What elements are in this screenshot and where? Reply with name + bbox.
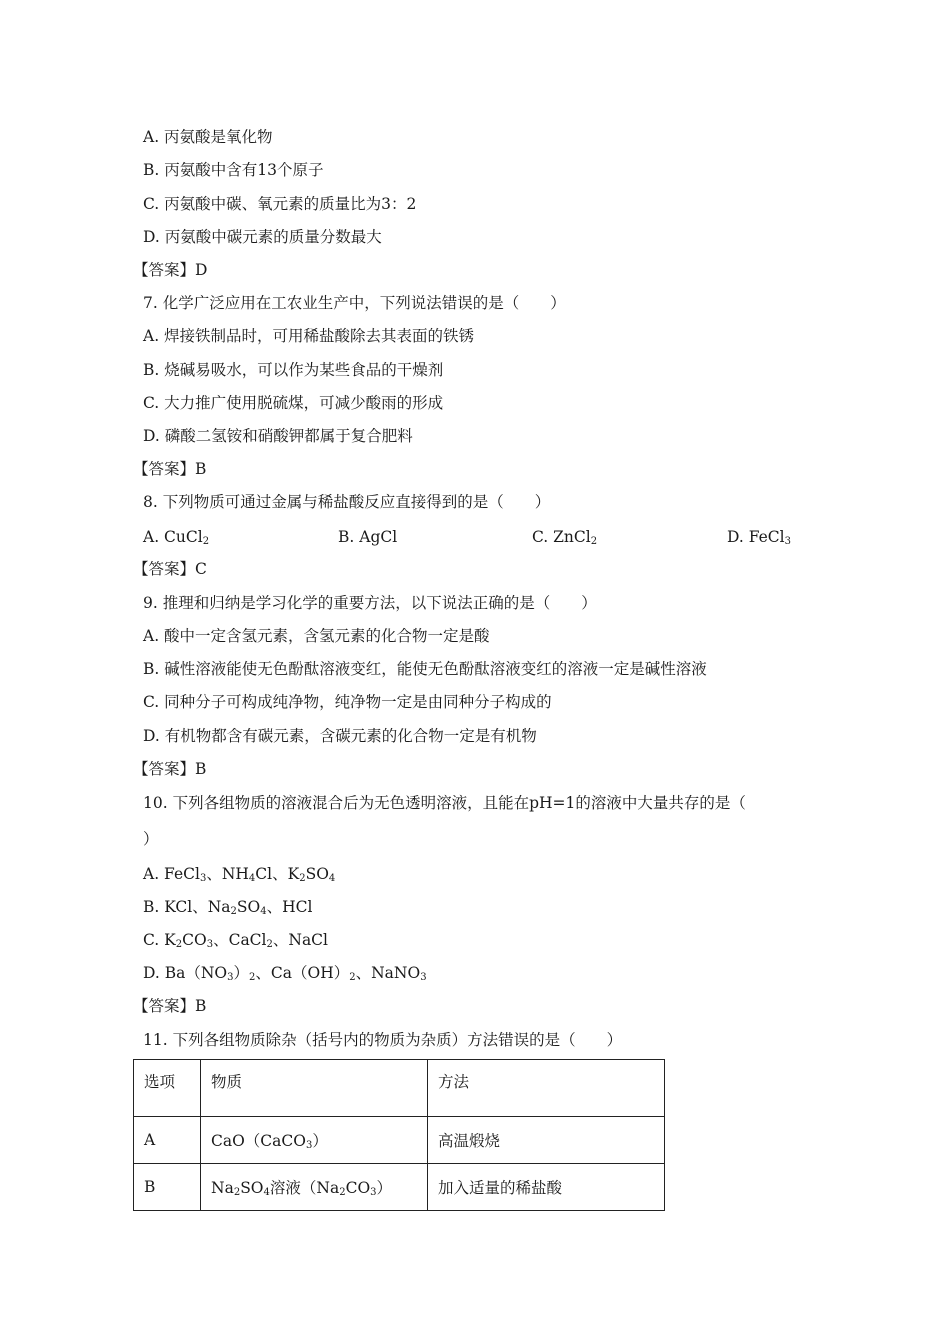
q10-option-b: B. KCl、$Na_2SO_4$、HCl — [143, 898, 313, 917]
q6-option-c: C. 丙氨酸中碳、氧元素的质量比为3：2 — [143, 195, 417, 213]
table-cell-substance: $Na_2SO_4$溶液$(Na_2CO_3)$ — [201, 1164, 428, 1211]
q9-option-a: A. 酸中一定含氢元素，含氢元素的化合物一定是酸 — [143, 627, 490, 645]
table-cell-method: 加入适量的稀盐酸 — [428, 1164, 665, 1211]
table-cell-method: 高温煅烧 — [428, 1117, 665, 1164]
q10-option-d: D. $Ba(NO_3)_2$、$Ca(OH)_2$、NaNO$_3$ — [143, 964, 427, 983]
q8-answer: 【答案】C — [133, 560, 207, 578]
q7-option-d: D. 磷酸二氢铵和硝酸钾都属于复合肥料 — [143, 427, 413, 445]
q9-stem: 9. 推理和归纳是学习化学的重要方法，以下说法正确的是（ ） — [143, 594, 597, 612]
q9-answer: 【答案】B — [133, 760, 207, 778]
q6-answer: 【答案】D — [133, 261, 208, 279]
q6-option-a: A. 丙氨酸是氧化物 — [143, 128, 273, 146]
q10-answer: 【答案】B — [133, 997, 207, 1015]
table-header-cell: 选项 — [134, 1060, 201, 1117]
q7-option-b: B. 烧碱易吸水，可以作为某些食品的干燥剂 — [143, 361, 444, 379]
table-row — [134, 1117, 665, 1164]
q9-option-c: C. 同种分子可构成纯净物，纯净物一定是由同种分子构成的 — [143, 693, 552, 711]
table-header-row — [134, 1060, 665, 1117]
q8-option-d: D. FeCl$_3$ — [727, 528, 792, 547]
q10-option-c: C. $K_2CO_3$、CaCl$_2$、NaCl — [143, 931, 328, 950]
table-cell-option: A — [134, 1117, 201, 1164]
q7-stem: 7. 化学广泛应用在工农业生产中，下列说法错误的是（ ） — [143, 294, 566, 312]
q8-option-c: C. ZnCl$_2$ — [532, 528, 598, 547]
table-header-cell: 方法 — [428, 1060, 665, 1117]
table-header-cell: 物质 — [201, 1060, 428, 1117]
q10-option-a: A. FeCl$_3$、$NH_4Cl$、$K_2SO_4$ — [143, 865, 336, 884]
q11-table — [133, 1059, 665, 1211]
table-row — [134, 1164, 665, 1211]
q11-stem: 11. 下列各组物质除杂（括号内的物质为杂质）方法错误的是（ ） — [143, 1031, 623, 1049]
q9-option-d: D. 有机物都含有碳元素，含碳元素的化合物一定是有机物 — [143, 727, 537, 745]
q10-stem-line2: ） — [143, 830, 159, 848]
q6-option-d: D. 丙氨酸中碳元素的质量分数最大 — [143, 228, 382, 246]
table-cell-option: B — [134, 1164, 201, 1211]
q8-stem: 8. 下列物质可通过金属与稀盐酸反应直接得到的是（ ） — [143, 493, 551, 511]
q7-option-c: C. 大力推广使用脱硫煤，可减少酸雨的形成 — [143, 394, 444, 412]
q7-answer: 【答案】B — [133, 460, 207, 478]
q7-option-a: A. 焊接铁制品时，可用稀盐酸除去其表面的铁锈 — [143, 327, 475, 345]
q9-option-b: B. 碱性溶液能使无色酚酞溶液变红，能使无色酚酞溶液变红的溶液一定是碱性溶液 — [143, 660, 707, 678]
q10-stem-line1: 10. 下列各组物质的溶液混合后为无色透明溶液，且能在pH=1的溶液中大量共存的是（ — [143, 794, 746, 812]
table-cell-substance: CaO（CaCO$_3$） — [201, 1117, 428, 1164]
q8-option-a: A. CuCl$_2$ — [143, 528, 210, 547]
q6-option-b: B. 丙氨酸中含有13个原子 — [143, 161, 324, 179]
q8-option-b: B. AgCl — [338, 528, 398, 546]
